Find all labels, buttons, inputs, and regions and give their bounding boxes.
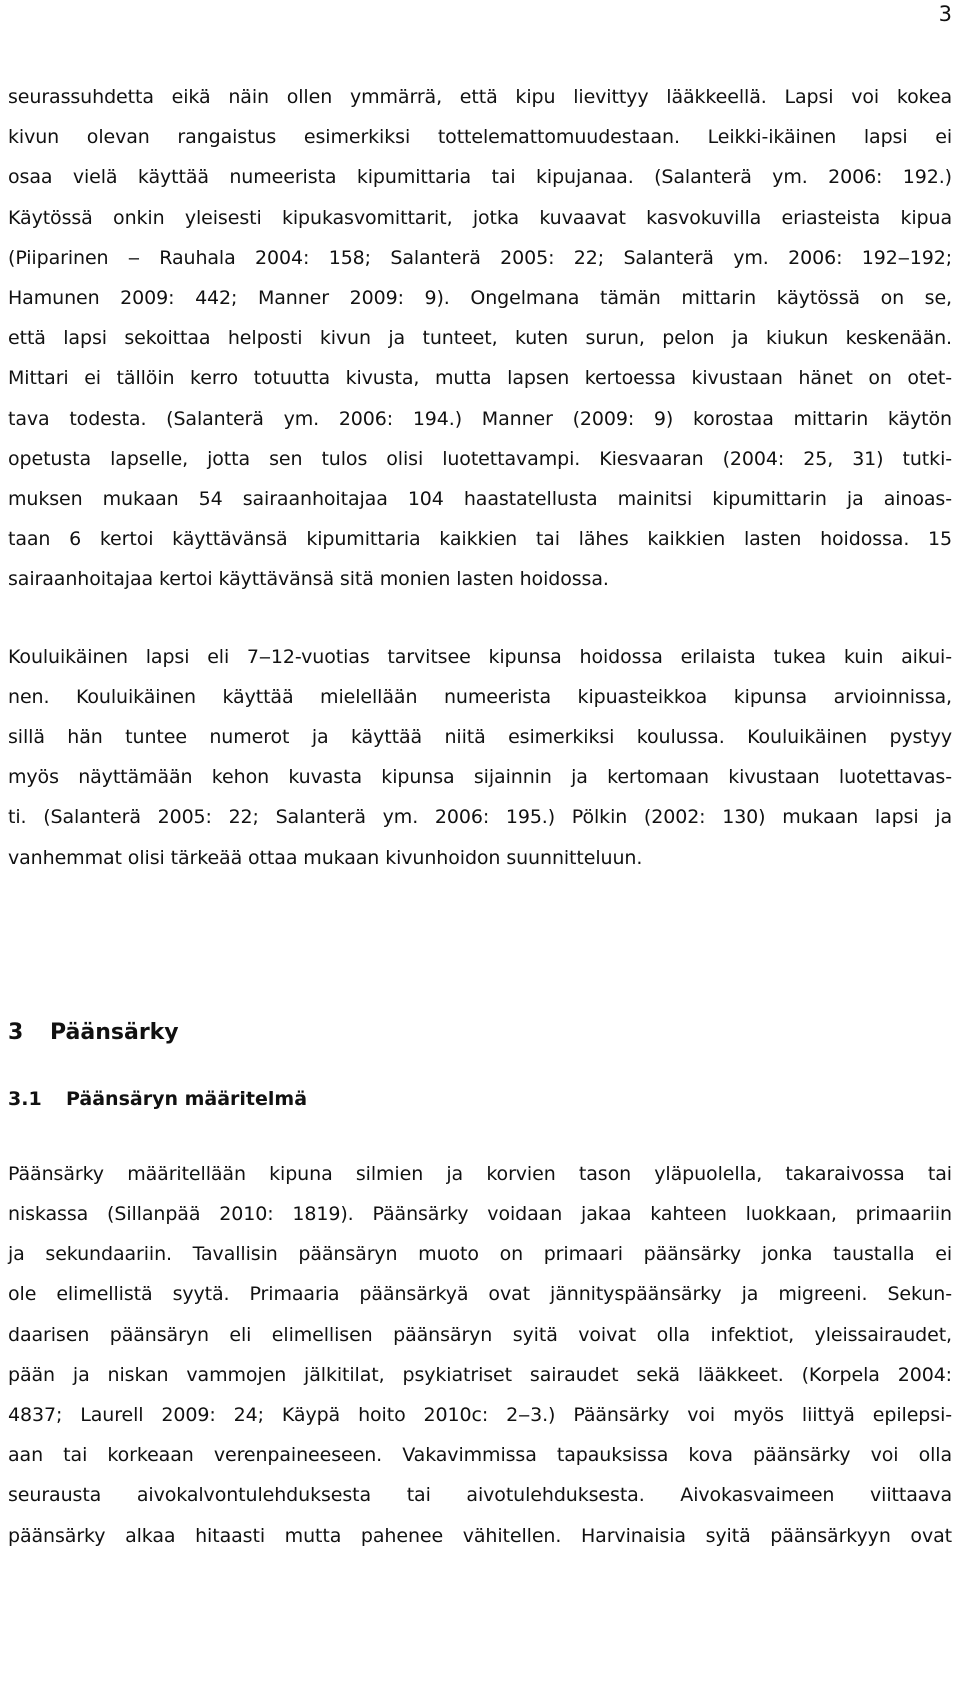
text-line: Mittari ei tällöin kerro totuutta kivusta, mutta lapsen kertoessa kivustaan hänet on otet-: [8, 367, 952, 390]
text-line: niskassa (Sillanpää 2010: 1819). Päänsärky voidaan jakaa kahteen luokkaan, primaariin: [8, 1203, 952, 1226]
chapter-heading: [8, 1018, 952, 1048]
text-line: päänsärky alkaa hitaasti mutta pahenee vähitellen. Harvinaisia syitä päänsärkyyn ovat: [8, 1524, 952, 1547]
text-line: kivun olevan rangaistus esimerkiksi tottelemattomuudestaan. Leikki-ikäinen lapsi ei: [8, 126, 952, 149]
paragraph-headache-definition: [8, 1154, 952, 1556]
text-line: myös näyttämään kehon kuvasta kipunsa sijainnin ja kertomaan kivustaan luotettavas-: [8, 766, 952, 789]
text-line: seurausta aivokalvontulehduksesta tai aivotulehduksesta. Aivokasvaimeen viittaava: [8, 1484, 952, 1507]
text-line: opetusta lapselle, jotta sen tulos olisi luotettavampi. Kiesvaaran (2004: 25, 31) tutki-: [8, 447, 952, 470]
text-line: (Piiparinen ‒ Rauhala 2004: 158; Salanterä 2005: 22; Salanterä ym. 2006: 192‒192;: [8, 246, 952, 269]
text-line: että lapsi sekoittaa helposti kivun ja tunteet, kuten surun, pelon ja kiukun keskenään.: [8, 327, 952, 350]
text-line: daarisen päänsäryn eli elimellisen päänsäryn syitä voivat olla infektiot, yleissairaudet,: [8, 1323, 952, 1346]
text-line: sairaanhoitajaa kertoi käyttävänsä sitä monien lasten hoidossa.: [8, 568, 609, 591]
chapter-title: Päänsärky: [50, 1019, 179, 1045]
text-line: aan tai korkeaan verenpaineeseen. Vakavimmissa tapauksissa kova päänsärky voi olla: [8, 1444, 952, 1467]
text-line: pään ja niskan vammojen jälkitilat, psykiatriset sairaudet sekä lääkkeet. (Korpela 2004:: [8, 1363, 952, 1386]
paragraph-child-pain-assessment: [8, 77, 952, 600]
text-line: sillä hän tuntee numerot ja käyttää niitä esimerkiksi koulussa. Kouluikäinen pystyy: [8, 726, 952, 749]
text-line: Päänsärky määritellään kipuna silmien ja korvien tason yläpuolella, takaraivossa tai: [8, 1162, 952, 1185]
text-line: Hamunen 2009: 442; Manner 2009: 9). Ongelmana tämän mittarin käytössä on se,: [8, 287, 952, 310]
text-line: ja sekundaariin. Tavallisin päänsäryn muoto on primaari päänsärky jonka taustalla ei: [8, 1243, 952, 1266]
chapter-number: 3: [8, 1019, 24, 1045]
text-line: 4837; Laurell 2009: 24; Käypä hoito 2010c: 2‒3.) Päänsärky voi myös liittyä epilepsi-: [8, 1404, 952, 1427]
section-number: 3.1: [8, 1087, 42, 1110]
text-line: Käytössä onkin yleisesti kipukasvomittarit, jotka kuvaavat kasvokuvilla eriasteista kipua: [8, 206, 952, 229]
section-heading: [8, 1084, 952, 1114]
page-number: 3: [938, 2, 952, 26]
text-line: muksen mukaan 54 sairaanhoitajaa 104 haastatellusta mainitsi kipumittarin ja ainoas-: [8, 488, 952, 511]
text-line: vanhemmat olisi tärkeää ottaa mukaan kivunhoidon suunnitteluun.: [8, 846, 643, 869]
text-line: Kouluikäinen lapsi eli 7‒12-vuotias tarvitsee kipunsa hoidossa erilaista tukea kuin aikui-: [8, 645, 952, 668]
document-body: [8, 77, 952, 1556]
text-line: ti. (Salanterä 2005: 22; Salanterä ym. 2006: 195.) Pölkin (2002: 130) mukaan lapsi ja: [8, 806, 952, 829]
paragraph-school-age-child: [8, 637, 952, 878]
text-line: ole elimellistä syytä. Primaaria päänsärkyä ovat jännityspäänsärky ja migreeni. Sekun-: [8, 1283, 952, 1306]
section-title: Päänsäryn määritelmä: [66, 1087, 308, 1110]
text-line: osaa vielä käyttää numeerista kipumittaria tai kipujanaa. (Salanterä ym. 2006: 192.): [8, 166, 952, 189]
text-line: nen. Kouluikäinen käyttää mielellään numeerista kipuasteikkoa kipunsa arvioinnissa,: [8, 685, 952, 708]
text-line: taan 6 kertoi käyttävänsä kipumittaria kaikkien tai lähes kaikkien lasten hoidossa. 15: [8, 528, 952, 551]
text-line: tava todesta. (Salanterä ym. 2006: 194.) Manner (2009: 9) korostaa mittarin käytön: [8, 407, 952, 430]
text-line: seurassuhdetta eikä näin ollen ymmärrä, että kipu lievittyy lääkkeellä. Lapsi voi kokea: [8, 86, 952, 108]
